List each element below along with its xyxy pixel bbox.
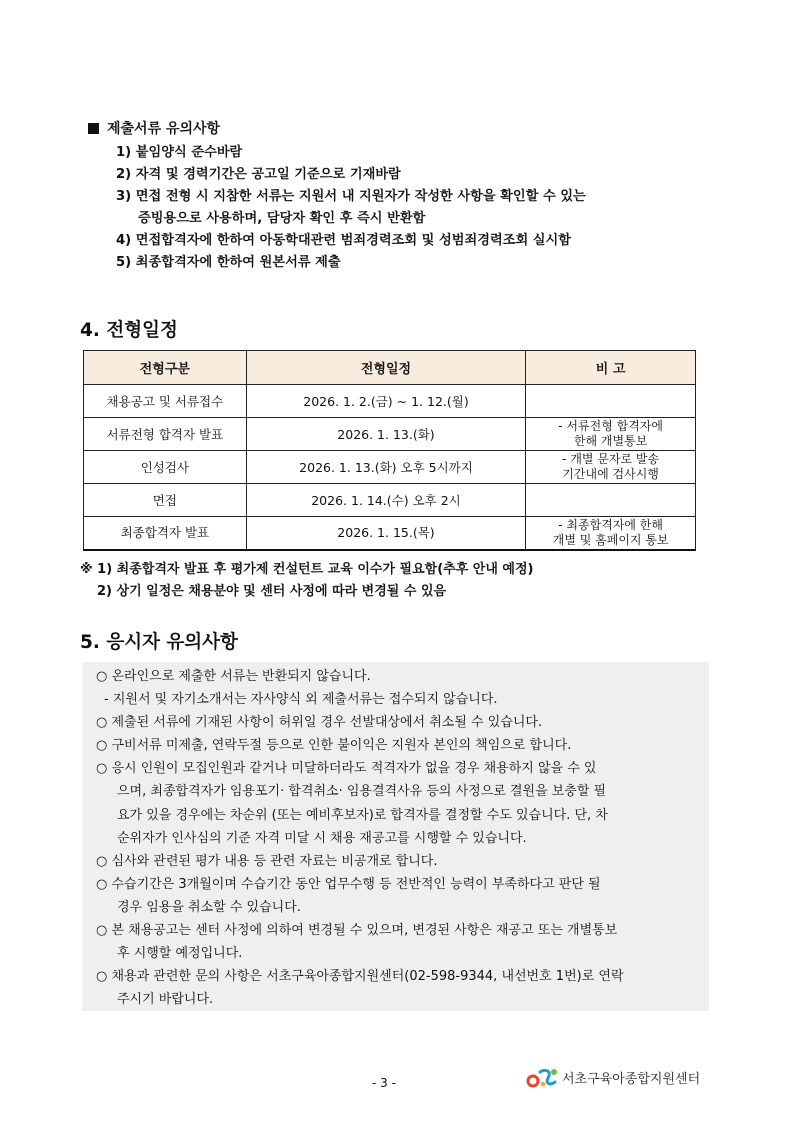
table-row	[84, 517, 696, 550]
cell-stage: 채용공고 및 서류접수	[84, 385, 247, 418]
organization-name: 서초구육아종합지원센터	[562, 1071, 701, 1087]
remarks-line: - 서류전형 합격자에	[558, 419, 663, 433]
cell-stage: 면접	[84, 484, 247, 517]
header-stage: 전형구분	[84, 351, 247, 385]
notes-item: 5) 최종합격자에 한하여 원본서류 제출	[116, 255, 341, 270]
notes-item: 1) 붙임양식 준수바람	[116, 145, 243, 160]
cell-stage: 서류전형 합격자 발표	[84, 418, 247, 451]
notes-item: 2) 자격 및 경력기간은 공고일 기준으로 기재바람	[116, 167, 401, 182]
table-row	[84, 385, 696, 418]
cell-remarks	[526, 385, 696, 418]
notes-item: 3) 면접 전형 시 지참한 서류는 지원서 내 지원자가 작성한 사항을 확인할 수 있는	[116, 189, 586, 204]
cell-remarks	[526, 517, 696, 550]
caution-line: 경우 임용을 취소할 수 있습니다.	[117, 899, 301, 915]
cell-stage: 최종합격자 발표	[84, 517, 247, 550]
table-row	[84, 418, 696, 451]
caution-line: ○ 수습기간은 3개월이며 수습기간 동안 업무수행 등 전반적인 능력이 부족하다고 판단 될	[96, 876, 601, 892]
notes-item: 4) 면접합격자에 한하여 아동학대관련 범죄경력조회 및 성범죄경력조회 실시함	[116, 233, 571, 248]
header-date: 전형일정	[246, 351, 526, 385]
cell-remarks	[526, 451, 696, 484]
caution-line: ○ 응시 인원이 모집인원과 같거나 미달하더라도 적격자가 없을 경우 채용하지 않을 수 있	[96, 761, 597, 777]
caution-line: 으며, 최종합격자가 임용포기· 합격취소· 임용결격사유 등의 사정으로 결원을 보충할 필	[117, 784, 607, 800]
caution-title: 5. 응시자 유의사항	[80, 632, 238, 653]
notes-item-continued: 증빙용으로 사용하며, 담당자 확인 후 즉시 반환함	[138, 211, 426, 226]
cell-date: 2026. 1. 15.(목)	[246, 517, 526, 550]
cell-date: 2026. 1. 13.(화) 오후 5시까지	[246, 451, 526, 484]
remarks-line: 한해 개별통보	[573, 434, 648, 448]
applicant-caution-box	[82, 662, 709, 1011]
footer-logo	[526, 1066, 700, 1088]
cell-date: 2026. 1. 2.(금) ~ 1. 12.(월)	[246, 385, 526, 418]
square-bullet-icon	[88, 123, 99, 134]
schedule-footnotes	[80, 559, 533, 603]
cell-stage: 인성검사	[84, 451, 247, 484]
footnote-line: ※ 1) 최종합격자 발표 후 평가제 컨설턴트 교육 이수가 필요함(추후 안내 예정)	[80, 562, 534, 577]
caution-line: 순위자가 인사심의 기준 자격 미달 시 채용 재공고를 시행할 수 있습니다.	[117, 830, 527, 846]
cell-remarks	[526, 418, 696, 451]
caution-line: - 지원서 및 자기소개서는 자사양식 외 제출서류는 접수되지 않습니다.	[104, 692, 498, 708]
caution-line: 주시기 바랍니다.	[117, 992, 214, 1008]
schedule-table	[83, 350, 696, 551]
caution-line: ○ 구비서류 미제출, 연락두절 등으로 인한 불이익은 지원자 본인의 책임으로 합니다.	[96, 738, 572, 754]
caution-line: ○ 심사와 관련된 평가 내용 등 관련 자료는 비공개로 합니다.	[96, 853, 438, 869]
page-number: - 3 -	[372, 1076, 396, 1090]
remarks-line: - 최종합격자에 한해	[558, 517, 663, 532]
cell-remarks	[526, 484, 696, 517]
table-row	[84, 484, 696, 517]
schedule-table-header	[84, 351, 696, 385]
center-logo-icon	[526, 1066, 560, 1088]
caution-line: ○ 본 채용공고는 센터 사정에 의하여 변경될 수 있으며, 변경된 사항은 재공고 또는 개별통보	[96, 923, 618, 939]
cell-date: 2026. 1. 13.(화)	[246, 418, 526, 451]
caution-line: ○ 채용과 관련한 문의 사항은 서초구육아종합지원센터(02-598-9344, 내선번호 1번)로 연락	[96, 969, 624, 985]
remarks-line: 개별 및 홈페이지 통보	[552, 532, 669, 547]
notes-heading	[88, 118, 708, 142]
caution-line: ○ 제출된 서류에 기재된 사항이 허위일 경우 선발대상에서 취소될 수 있습니다.	[96, 715, 543, 731]
caution-line: 후 시행할 예정입니다.	[117, 946, 243, 962]
schedule-title: 4. 전형일정	[80, 320, 178, 341]
caution-line: 요가 있을 경우에는 차순위 (또는 예비후보자)로 합격자를 결정할 수도 있습니다. 단, 차	[117, 807, 608, 823]
notes-heading-text: 제출서류 유의사항	[107, 121, 221, 137]
cell-date: 2026. 1. 14.(수) 오후 2시	[246, 484, 526, 517]
remarks-line: - 개별 문자로 발송	[562, 452, 660, 466]
caution-line: ○ 온라인으로 제출한 서류는 반환되지 않습니다.	[96, 669, 371, 684]
remarks-line: 기간내에 검사시행	[562, 467, 659, 481]
footnote-line: 2) 상기 일정은 채용분야 및 센터 사정에 따라 변경될 수 있음	[97, 584, 447, 599]
header-remarks: 비 고	[526, 351, 696, 385]
table-row	[84, 451, 696, 484]
document-submission-notes	[88, 118, 708, 274]
